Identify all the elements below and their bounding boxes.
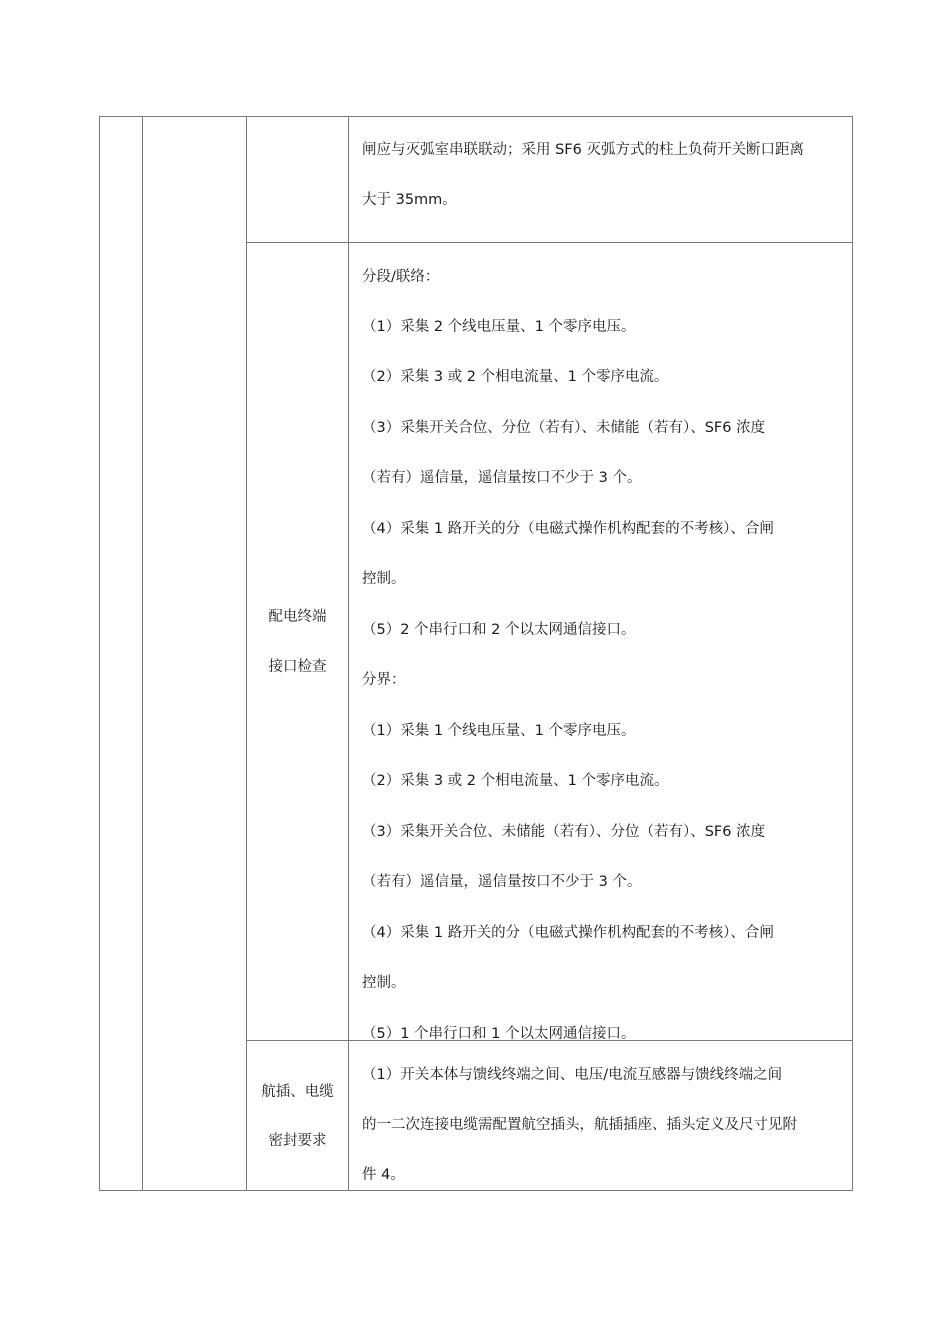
text-line: 件 4。 [362, 1167, 405, 1183]
column-divider [142, 116, 143, 1191]
text-line: （1）开关本体与馈线终端之间、电压/电流互感器与馈线终端之间 [362, 1067, 783, 1083]
row-label: 密封要求 [268, 1133, 327, 1149]
text-line: （2）采集 3 或 2 个相电流量、1 个零序电流。 [362, 773, 669, 789]
text-line: 大于 35mm。 [362, 192, 457, 208]
row-label: 配电终端 [268, 609, 327, 625]
text-line: （5）1 个串行口和 1 个以太网通信接口。 [362, 1026, 636, 1040]
text-line: （5）2 个串行口和 2 个以太网通信接口。 [362, 622, 636, 638]
row-label: 航插、电缆 [261, 1084, 334, 1100]
text-line: （1）采集 2 个线电压量、1 个零序电压。 [362, 319, 636, 335]
column-divider [348, 116, 349, 1191]
text-line: （2）采集 3 或 2 个相电流量、1 个零序电流。 [362, 369, 669, 385]
text-line: 的一二次连接电缆需配置航空插头，航插插座、插头定义及尺寸见附 [362, 1117, 797, 1133]
text-line: 闸应与灭弧室串联联动；采用 SF6 灭弧方式的柱上负荷开关断口距离 [362, 142, 804, 158]
text-line: （4）采集 1 路开关的分（电磁式操作机构配套的不考核）、合闸 [362, 521, 774, 537]
text-line: 控制。 [362, 975, 406, 991]
text-line: （3）采集开关合位、未储能（若有）、分位（若有）、SF6 浓度 [362, 824, 766, 840]
text-line: 分段/联络： [362, 269, 440, 285]
table-row-content [362, 117, 838, 242]
text-line: （若有）遥信量，遥信量按口不少于 3 个。 [362, 470, 642, 486]
text-line: （4）采集 1 路开关的分（电磁式操作机构配套的不考核）、合闸 [362, 925, 774, 941]
table-row-content [362, 1041, 838, 1190]
text-line: （3）采集开关合位、分位（若有）、未储能（若有）、SF6 浓度 [362, 420, 766, 436]
table-row-content [362, 243, 838, 1040]
text-line: 控制。 [362, 571, 406, 587]
row-label: 接口检查 [268, 659, 327, 675]
text-line: （1）采集 1 个线电压量、1 个零序电压。 [362, 723, 636, 739]
text-line: （若有）遥信量，遥信量按口不少于 3 个。 [362, 874, 642, 890]
text-line: 分界： [362, 672, 406, 688]
